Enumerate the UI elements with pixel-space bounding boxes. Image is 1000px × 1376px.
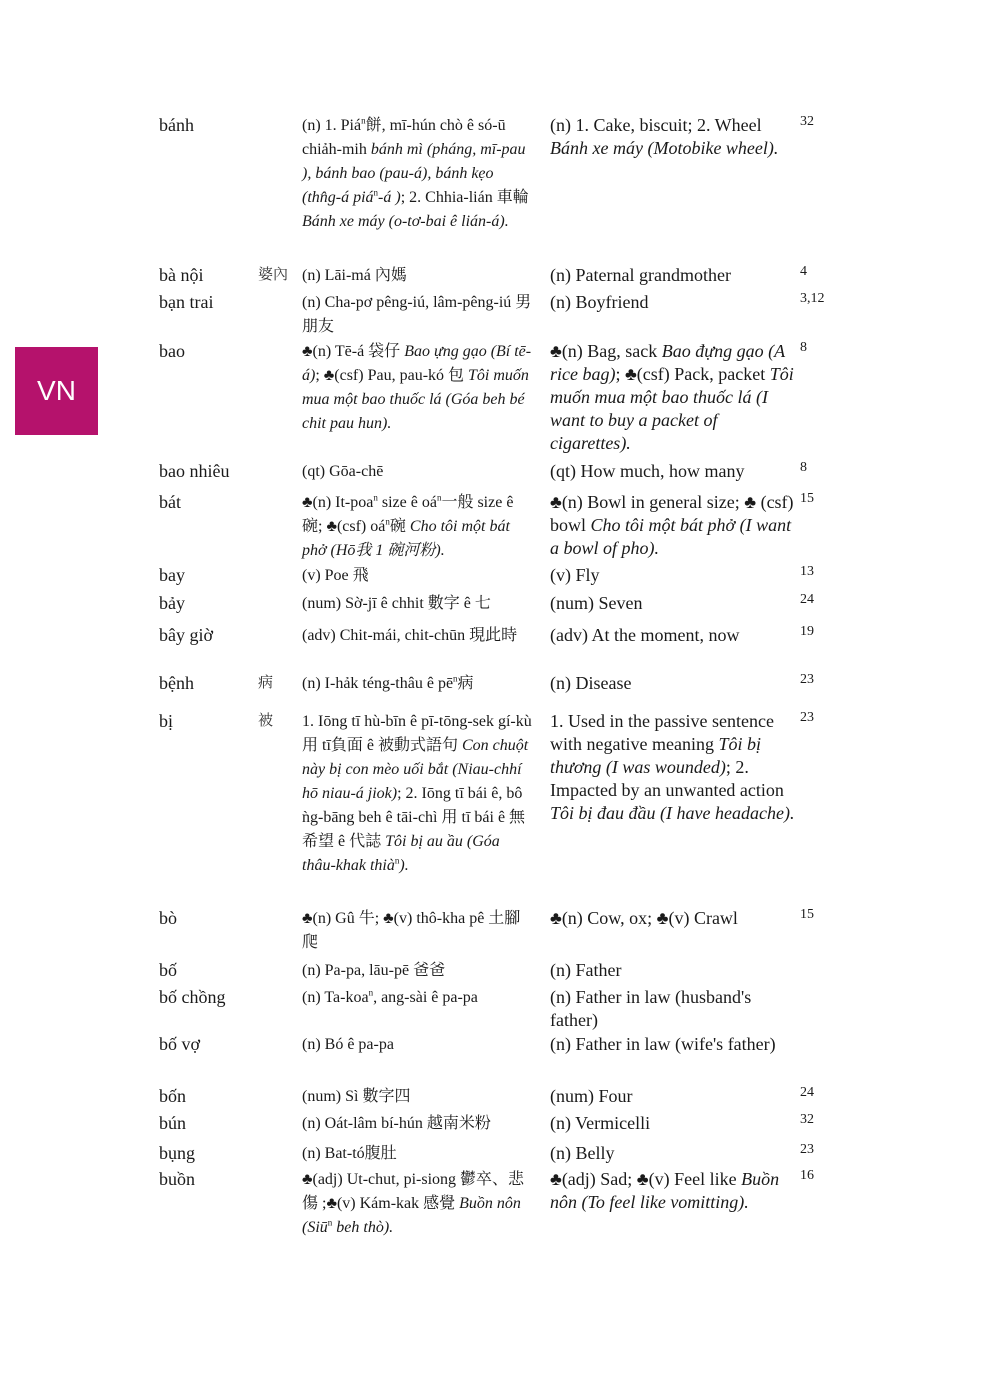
entry-page-reference: 32: [800, 1112, 814, 1127]
entry-taiwanese-definition: (v) Poe 飛: [302, 567, 369, 584]
entry-page-reference: 8: [800, 460, 807, 475]
entry-page-reference: 3,12: [800, 291, 825, 306]
entry-han-character: 病: [258, 675, 274, 691]
entry-taiwanese-definition: (n) Bó ê pa-pa: [302, 1036, 394, 1053]
entry-taiwanese-definition: ♣(n) Tē-á 袋仔 Bao ựng gạo (Bí tē-á); ♣(csf) Pau, pau-kó 包 Tôi muốn mua một bao thuốc lá (Góa beh bé chit pau hun).: [302, 343, 532, 432]
entry-taiwanese-definition: (n) 1. Piá$^n$餅, mī-hún chò ê só-ū chiảh-mih bánh mì (pháng, mī-pau ), bánh bao (pau-á), bánh kẹo (thn̂g-á piá$^n$-á ); 2. Chhia-lián 車輪 Bánh xe máy (o-tơ-bai ê lián-á).: [302, 115, 529, 230]
entry-page-reference: 23: [800, 710, 814, 725]
entry-taiwanese-definition: (qt) Gōa-chē: [302, 463, 384, 480]
entry-headword: bao nhiêu: [159, 461, 230, 481]
entry-page-reference: 24: [800, 1085, 814, 1100]
entry-taiwanese-definition: (adv) Chit-mái, chit-chūn 現此時: [302, 627, 518, 644]
entry-headword: bây giờ: [159, 625, 214, 645]
entry-headword: bảy: [159, 593, 185, 613]
entry-page-reference: 15: [800, 491, 814, 506]
entry-page-reference: 19: [800, 624, 814, 639]
entry-taiwanese-definition: (num) Sì 數字四: [302, 1088, 411, 1105]
entry-english-definition: ♣(adj) Sad; ♣(v) Feel like Buồn nôn (To feel like vomitting).: [550, 1169, 780, 1212]
entry-english-definition: (n) Boyfriend: [550, 292, 649, 312]
entry-taiwanese-definition: (n) Pa-pa, lāu-pē 爸爸: [302, 962, 446, 979]
entry-page-reference: 32: [800, 114, 814, 129]
entry-taiwanese-definition: (n) Ta-koa$^n$, ang-sài ê pa-pa: [302, 987, 478, 1006]
entry-page-reference: 13: [800, 564, 814, 579]
entry-taiwanese-definition: (n) Lāi-má 內媽: [302, 267, 407, 284]
entry-english-definition: (qt) How much, how many: [550, 461, 745, 481]
entry-page-reference: 23: [800, 672, 814, 687]
entry-headword: bạn trai: [159, 292, 214, 312]
entry-headword: bụng: [159, 1143, 195, 1163]
entry-han-character: 婆內: [258, 267, 289, 283]
entry-english-definition: ♣(n) Bowl in general size; ♣ (csf) bowl Cho tôi một bát phở (I want a bowl of pho).: [550, 492, 794, 558]
entry-english-definition: ♣(n) Cow, ox; ♣(v) Crawl: [550, 908, 738, 928]
entry-english-definition: (n) Father: [550, 960, 622, 980]
entry-english-definition: (v) Fly: [550, 565, 600, 585]
entry-taiwanese-definition: 1. Iōng tī hù-bīn ê pī-tōng-sek gí-kù 用 tī負面 ê 被動式語句 Con chuột này bị con mèo uối bắt (Niau-chhí hō niau-á jiok); 2. Iōng tī bái ê, bô ǹg-bāng beh ê tāi-chì 用 tī bái ê 無希望 ê 代誌 Tôi bị au ầu (Góa thâu-khak thià$^n$).: [302, 713, 532, 874]
entry-taiwanese-definition: (num) Sờ-jī ê chhit 數字 ê 七: [302, 595, 491, 612]
entry-english-definition: (n) Vermicelli: [550, 1113, 651, 1133]
entry-headword: bánh: [159, 115, 194, 135]
entry-taiwanese-definition: (n) Cha-pơ pêng-iú, lâm-pêng-iú 男朋友: [302, 294, 532, 335]
entry-page-reference: 4: [800, 264, 807, 279]
entry-headword: bố: [159, 960, 177, 980]
entry-headword: bát: [159, 492, 181, 512]
entry-english-definition: ♣(n) Bag, sack Bao đựng gạo (A rice bag); ♣(csf) Pack, packet Tôi muốn mua một bao thuốc lá (I want to buy a packet of cigarettes).: [550, 341, 794, 453]
entry-english-definition: (n) Father in law (husband's father): [550, 987, 752, 1030]
entry-headword: bị: [159, 711, 174, 731]
entry-taiwanese-definition: (n) I-hảk téng-thâu ê $pē^n$病: [302, 673, 474, 692]
entry-english-definition: (num) Seven: [550, 593, 643, 613]
entry-english-definition: (n) Paternal grandmother: [550, 265, 731, 285]
entry-headword: buồn: [159, 1169, 195, 1189]
entry-headword: bốn: [159, 1086, 186, 1106]
entry-english-definition: 1. Used in the passive sentence with negative meaning Tôi bị thương (I was wounded); 2. Impacted by an unwanted action Tôi bị đau đầu (I have headache).: [550, 711, 795, 823]
entry-taiwanese-definition: (n) Oát-lâm bí-hún 越南米粉: [302, 1115, 491, 1132]
entry-headword: bay: [159, 565, 185, 585]
entry-headword: bố chồng: [159, 987, 226, 1007]
entry-taiwanese-definition: ♣(n) It-poa$^n$ size ê $oá^n$一般 size ê 碗; ♣(csf) $oá^n$碗 Cho tôi một bát phở (Hō我 1 碗河粉).: [302, 492, 514, 559]
entry-page-reference: 15: [800, 907, 814, 922]
entry-english-definition: (adv) At the moment, now: [550, 625, 740, 645]
entry-english-definition: (num) Four: [550, 1086, 633, 1106]
entry-taiwanese-definition: (n) Bat-tó腹肚: [302, 1145, 397, 1162]
section-tab-label: VN: [37, 375, 76, 406]
entry-headword: bà nội: [159, 265, 204, 285]
entry-english-definition: (n) Disease: [550, 673, 632, 693]
entry-headword: bệnh: [159, 673, 194, 693]
section-tab-vn: [15, 347, 98, 435]
entry-page-reference: 24: [800, 592, 814, 607]
entry-headword: bao: [159, 341, 185, 361]
entry-page-reference: 16: [800, 1168, 814, 1183]
entry-han-character: 被: [258, 713, 274, 729]
entry-taiwanese-definition: ♣(adj) Ut-chut, pi-siong 鬱卒、悲傷 ;♣(v) Kám-kak 感覺 Buồn nôn (Siū$^n$ beh thò).: [302, 1171, 525, 1236]
entry-headword: bún: [159, 1113, 186, 1133]
entry-headword: bò: [159, 908, 177, 928]
entry-page-reference: 23: [800, 1142, 814, 1157]
entry-english-definition: (n) Father in law (wife's father): [550, 1034, 776, 1054]
entry-headword: bố vợ: [159, 1034, 201, 1054]
entry-english-definition: (n) Belly: [550, 1143, 615, 1163]
entry-english-definition: (n) 1. Cake, biscuit; 2. Wheel Bánh xe máy (Motobike wheel).: [550, 115, 779, 158]
entry-page-reference: 8: [800, 340, 807, 355]
entry-taiwanese-definition: ♣(n) Gû 牛; ♣(v) thô-kha pê 土腳爬: [302, 910, 521, 951]
